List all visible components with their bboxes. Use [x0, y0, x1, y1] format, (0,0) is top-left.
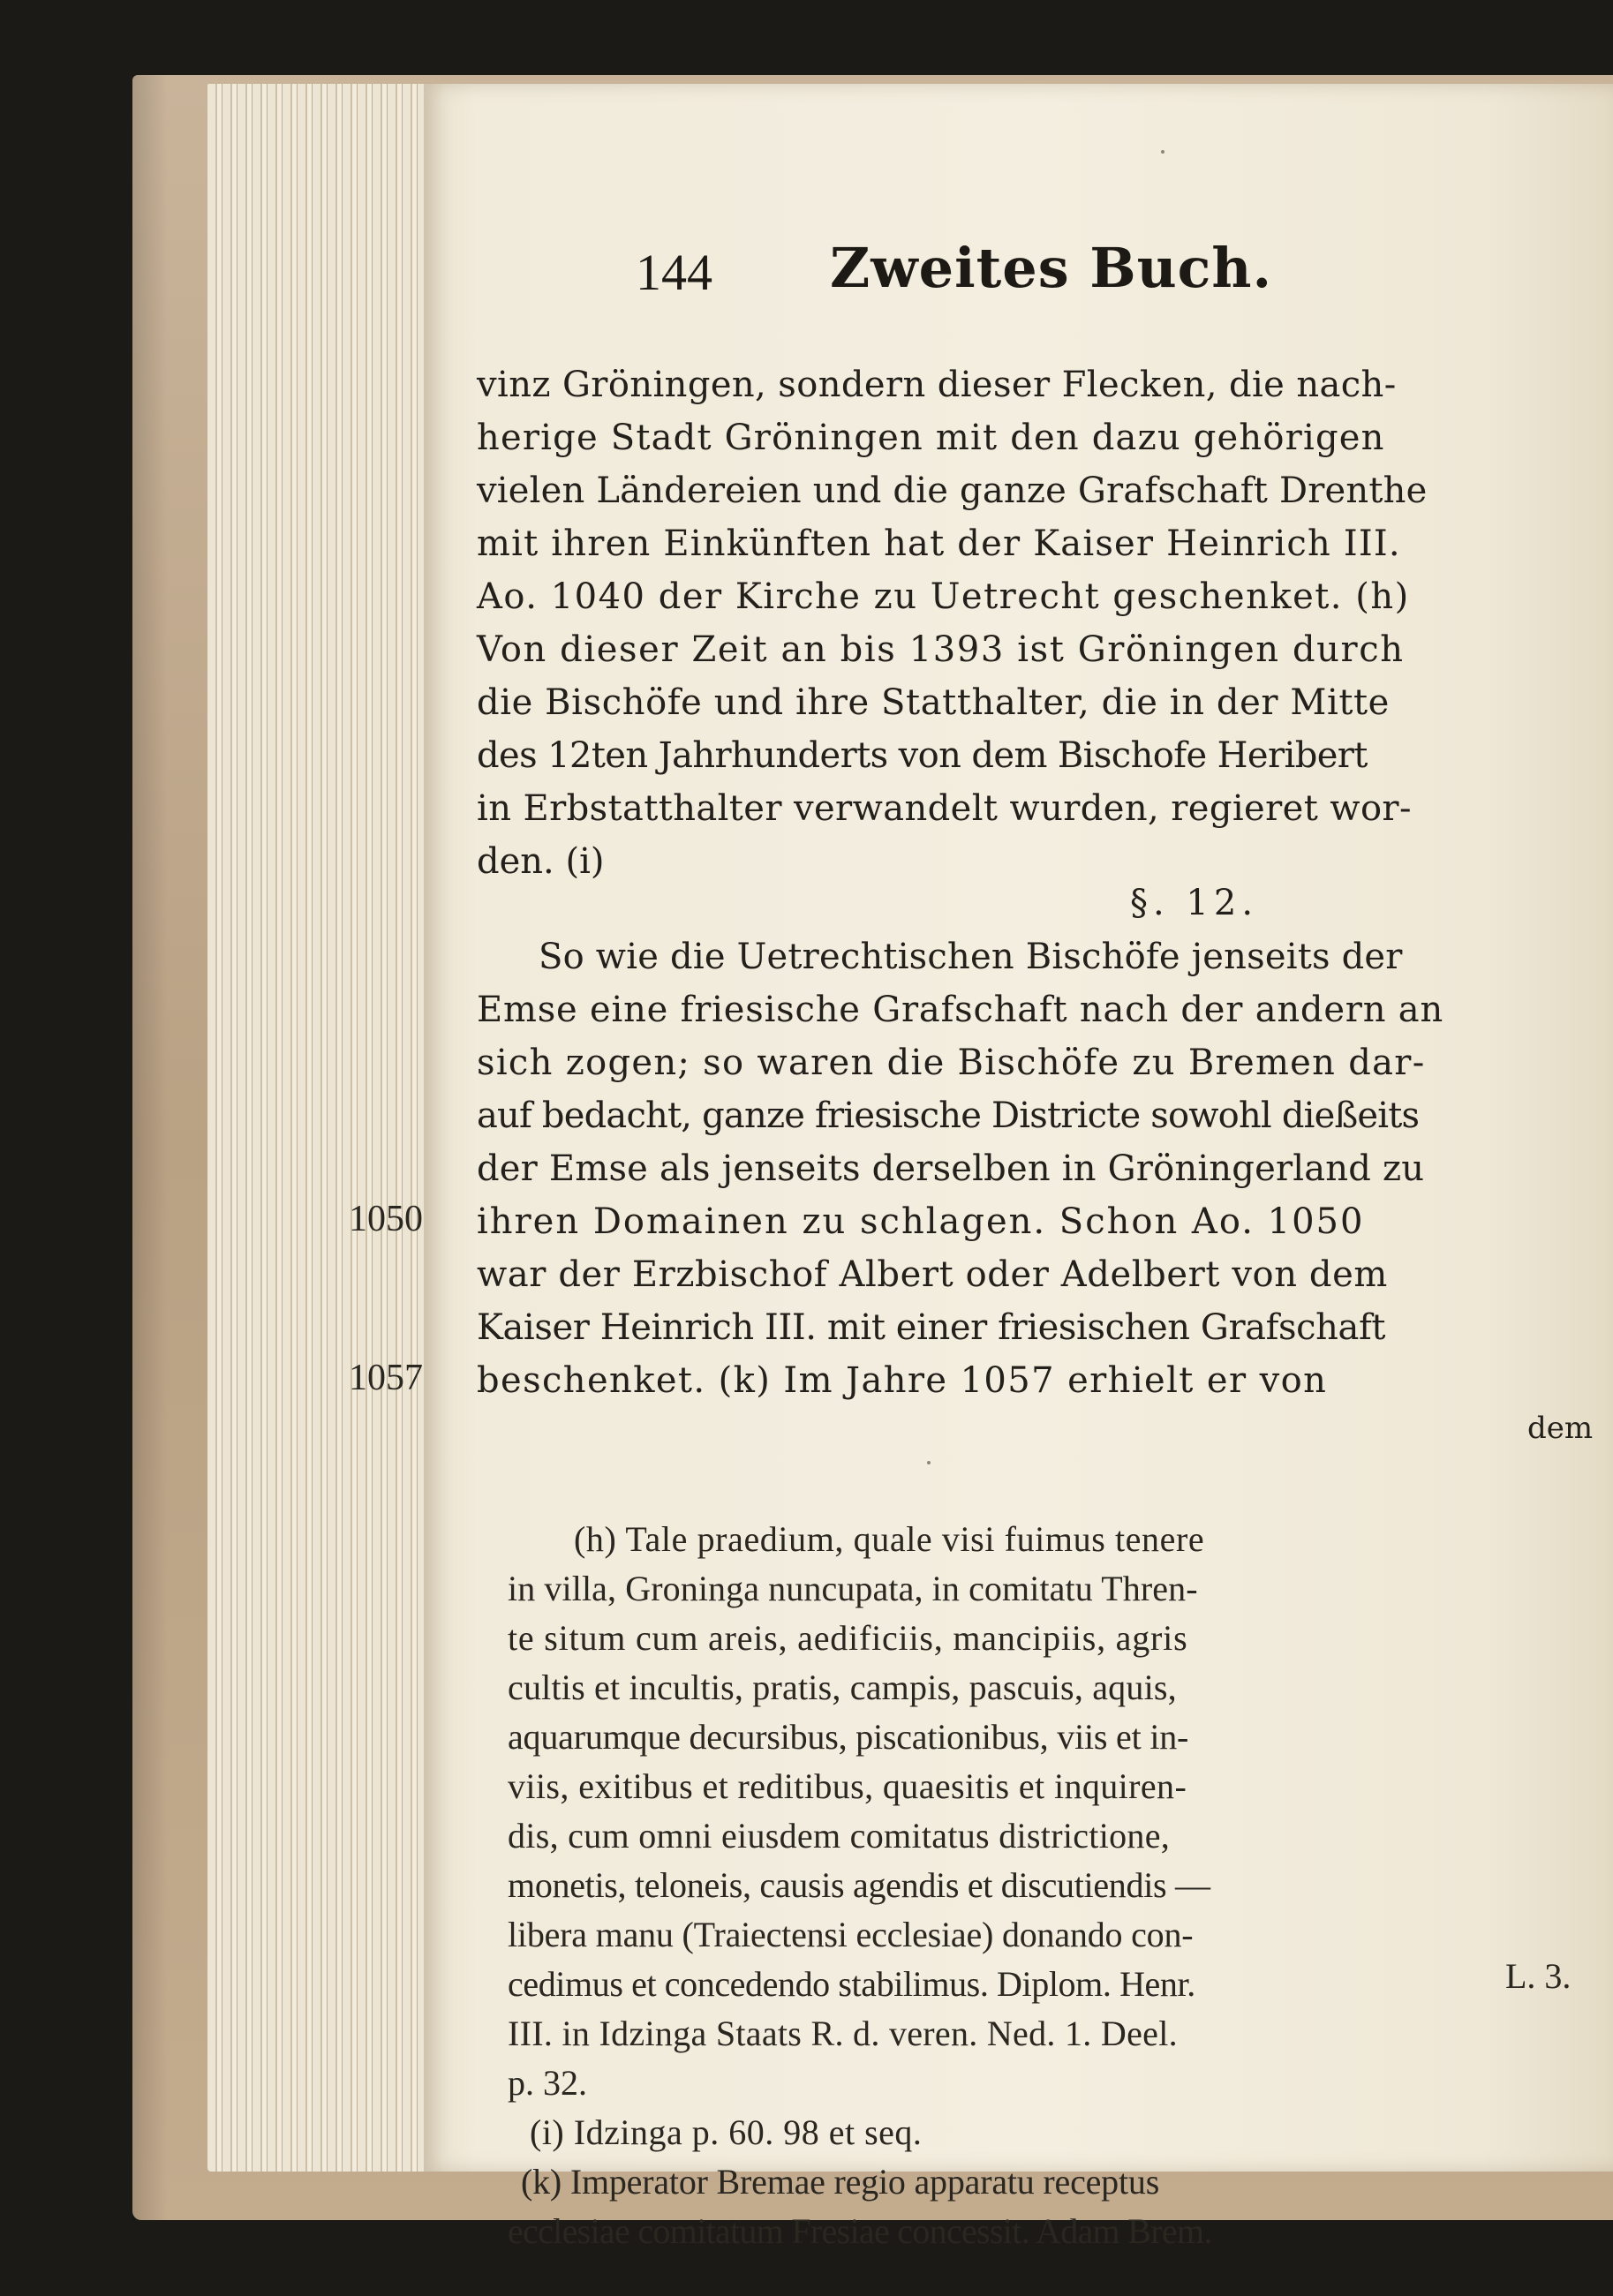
footnote-line: cedimus et concedendo stabilimus. Diplom. Henr. [508, 1964, 1195, 2004]
section-line: beschenket. (k) Im Jahre 1057 erhielt er von [477, 1360, 1328, 1401]
margin-note-year: 1050 [349, 1199, 423, 1239]
ink-speck [1161, 150, 1165, 154]
footnote-line: p. 32. [508, 2063, 587, 2103]
running-title: Zweites Buch. [830, 236, 1273, 300]
ink-speck [927, 1461, 931, 1464]
body-line: in Erbstatthalter verwandelt wurden, regieret wor- [477, 788, 1412, 829]
footnote-line: aquarumque decursibus, piscationibus, viis et in- [508, 1717, 1189, 1757]
section-line: So wie die Uetrechtischen Bischöfe jenseits der [539, 937, 1403, 977]
section-line: Emse eine friesische Grafschaft nach der andern an [477, 990, 1443, 1030]
margin-note-year: 1057 [349, 1358, 423, 1398]
body-line: mit ihren Einkünften hat der Kaiser Heinrich III. [477, 523, 1401, 564]
footnote-line: viis, exitibus et reditibus, quaesitis et inquiren- [508, 1766, 1187, 1806]
body-line: den. (i) [477, 841, 605, 882]
body-line: des 12ten Jahrhunderts von dem Bischofe Heribert [477, 735, 1368, 776]
footnote-line: libera manu (Traiectensi ecclesiae) donando con- [508, 1915, 1194, 1954]
section-line: Kaiser Heinrich III. mit einer friesischen Grafschaft [477, 1307, 1386, 1348]
body-line: Ao. 1040 der Kirche zu Uetrecht geschenket. (h) [477, 576, 1410, 617]
footnote-line: ecclesiae comitatum Fresiae concessit. Adam Brem. [508, 2211, 1212, 2251]
section-line: ihren Domainen zu schlagen. Schon Ao. 1050 [477, 1201, 1365, 1242]
section-heading: §. 12. [1130, 883, 1259, 923]
footnote-line: (h) Tale praedium, quale visi fuimus tenere [574, 1519, 1205, 1559]
section-line: war der Erzbischof Albert oder Adelbert von dem [477, 1254, 1388, 1295]
body-line: herige Stadt Gröningen mit den dazu gehörigen [477, 418, 1385, 458]
footnote-line: III. in Idzinga Staats R. d. veren. Ned. 1. Deel. [508, 2014, 1178, 2053]
body-line: Von dieser Zeit an bis 1393 ist Gröningen durch [477, 629, 1405, 670]
section-line: der Emse als jenseits derselben in Gröningerland zu [477, 1148, 1425, 1189]
section-line: auf bedacht, ganze friesische Districte sowohl dießeits [477, 1095, 1420, 1136]
body-line: die Bischöfe und ihre Statthalter, die in der Mitte [477, 682, 1390, 723]
footnote-line: te situm cum areis, aedificiis, mancipiis, agris [508, 1618, 1188, 1658]
section-line: sich zogen; so waren die Bischöfe zu Bremen dar- [477, 1043, 1426, 1083]
footnote-line: (k) Imperator Bremae regio apparatu receptus [521, 2162, 1160, 2202]
body-line: vinz Gröningen, sondern dieser Flecken, die nach- [477, 365, 1397, 405]
footnote-line: L. 3. [1505, 1956, 1572, 1996]
page-stack-edge [207, 84, 428, 2172]
book-page [349, 84, 1613, 2251]
footnote-line: (i) Idzinga p. 60. 98 et seq. [530, 2112, 923, 2152]
cover-shadow [132, 75, 168, 2220]
body-line: vielen Ländereien und die ganze Grafschaft Drenthe [477, 470, 1428, 511]
page-number: 144 [636, 244, 712, 301]
footnote-line: monetis, teloneis, causis agendis et discutiendis — [508, 1865, 1210, 1905]
catchword: dem [1527, 1411, 1594, 1446]
footnote-line: dis, cum omni eiusdem comitatus districtione, [508, 1816, 1171, 1856]
footnote-line: in villa, Groninga nuncupata, in comitatu Thren- [508, 1569, 1198, 1608]
footnote-line: cultis et incultis, pratis, campis, pascuis, aquis, [508, 1667, 1177, 1707]
